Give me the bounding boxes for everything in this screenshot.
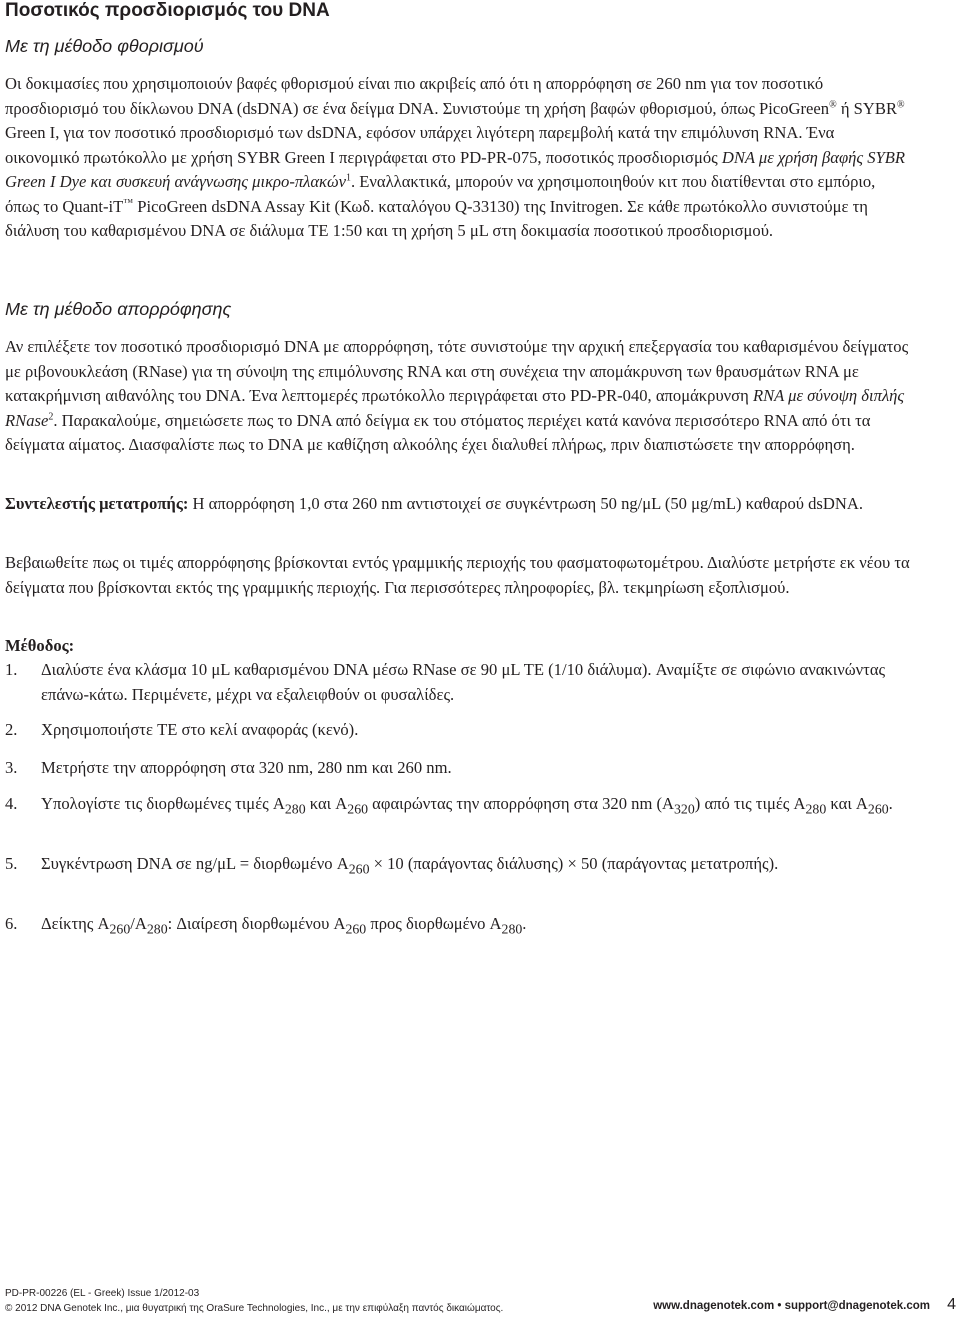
step-3: 3. Μετρήστε την απορρόφηση στα 320 nm, 280 nm και 260 nm. [5,758,452,777]
step-4: 4. Υπολογίστε τις διορθωμένες τιμές $A_{280}$ και $A_{260}$ αφαιρώντας την απορρόφηση στα 320 nm $(A_{320})$ από τις τιμές $A_{280}$ και $A_{260}$. [5,794,893,817]
step-1: 1. Διαλύστε ένα κλάσμα 10 μL καθαρισμένου DNA μέσω RNase σε 90 μL TE (1/10 διάλυμα). Αναμίξτε σε σιφώνιο ανακινώντας επάνω-κάτω. Περιμένετε, μέχρι να εξαλειφθούν οι φυσαλίδες. [5,660,886,704]
bullet-separator: • [777,1300,782,1312]
page-title: Ποσοτικός προσδιορισμός του DNA [5,0,330,21]
footer-doc-id: PD-PR-00226 (EL - Greek) Issue 1/2012-03 [5,1288,200,1299]
fluorescence-heading: Με τη μέθοδο φθορισμού [5,36,204,56]
step-5: 5. Συγκέντρωση DNA σε ng/μL = διορθωμένο $A_{260} \times 10$ (παράγοντας διάλυσης) × 50 (παράγοντας μετατροπής). [5,854,779,877]
step-2: 2. Χρησιμοποιήστε TE στο κελί αναφοράς (κενό). [5,720,359,739]
conversion-factor-paragraph: Συντελεστής μετατροπής: Η απορρόφηση 1,0 στα 260 nm αντιστοιχεί σε συγκέντρωση 50 ng/μL (50 μg/mL) καθαρού dsDNA. [5,494,863,513]
website-link[interactable]: www.dnagenotek.com [653,1300,775,1312]
footer-contact [653,1300,930,1312]
page-number: 4 [947,1296,956,1313]
fluorescence-paragraph: Οι δοκιμασίες που χρησιμοποιούν βαφές φθορισμού είναι πιο ακριβείς από ότι η απορρόφηση σε 260 nm για τον ποσοτικό προσδιορισμό του δίκλωνου DNA (dsDNA) σε ένα δείγμα DNA. Συνιστούμε τη χρήση βαφών φθορισμού, όπως PicoGreen® ή SYBR® Green I, για τον ποσοτικό προσδιορισμό των dsDNA, εφόσον υπάρχει λιγότερη παρεμβολή κατά την επιμόλυνση RNA. Ένα οικονομικό πρωτόκολλο με χρήση SYBR Green I περιγράφεται στο PD-PR-075, ποσοτικός προσδιορισμός DNA με χρήση βαφής SYBR Green I Dye και συσκευή ανάγνωσης μικρο-πλακών$^1$. Εναλλακτικά, μπορούν να χρησιμοποιηθούν κιτ που διατίθενται στο εμπόριο, όπως το Quant-iT™ PicoGreen dsDNA Assay Kit (Κωδ. καταλόγου Q-33130) της Invitrogen. Σε κάθε πρωτόκολλο συνιστούμε τη διάλυση του καθαρισμένου DNA σε διάλυμα TE 1:50 και τη χρήση 5 μL στη δοκιμασία ποσοτικού προσδιορισμού. [5,74,906,240]
linear-range-paragraph: Βεβαιωθείτε πως οι τιμές απορρόφησης βρίσκονται εντός γραμμικής περιοχής του φασματοφωτομέτρου. Διαλύστε μετρήστε εκ νέου τα δείγματα που βρίσκονται εκτός της γραμμικής περιοχής. Για περισσότερες πληροφορίες, βλ. τεκμηρίωση εξοπλισμού. [5,553,910,597]
absorbance-heading: Με τη μέθοδο απορρόφησης [5,299,232,319]
step-6: 6. Δείκτης $A_{260}/A_{280}$: Διαίρεση διορθωμένου $A_{260}$ προς διορθωμένο $A_{280}$. [5,914,527,937]
footer-copyright: © 2012 DNA Genotek Inc., μια θυγατρική της OraSure Technologies, Inc., με την επιφύλαξη παντός δικαιώματος. [5,1303,504,1314]
absorbance-paragraph: Αν επιλέξετε τον ποσοτικό προσδιορισμό DNA με απορρόφηση, τότε συνιστούμε την αρχική επεξεργασία του καθαρισμένου δείγματος με ριβονουκλεάση (RNase) για τη σύνοψη της επιμόλυνσης RNA και στη συνέχεια την απομάκρυνση των θραυσμάτων RNA με κατακρήμνιση αιθανόλης του DNA. Ένα λεπτομερές πρωτόκολλο περιγράφεται στο PD-PR-040, απομάκρυνση RNA με σύνοψη διπλής RNase$^2$. Παρακαλούμε, σημειώσετε πως το DNA από δείγμα εκ του στόματος περιέχει κατά κανόνα περισσότερο RNA από ότι τα δείγματα αίματος. Διασφαλίστε πως το DNA με καθίζηση αλκοόλης έχει διαλυθεί πλήρως, πριν διαπιστώσετε την απορρόφηση. [5,337,909,454]
method-label: Μέθοδος: [5,636,75,655]
support-email-link[interactable]: support@dnagenotek.com [784,1300,930,1312]
